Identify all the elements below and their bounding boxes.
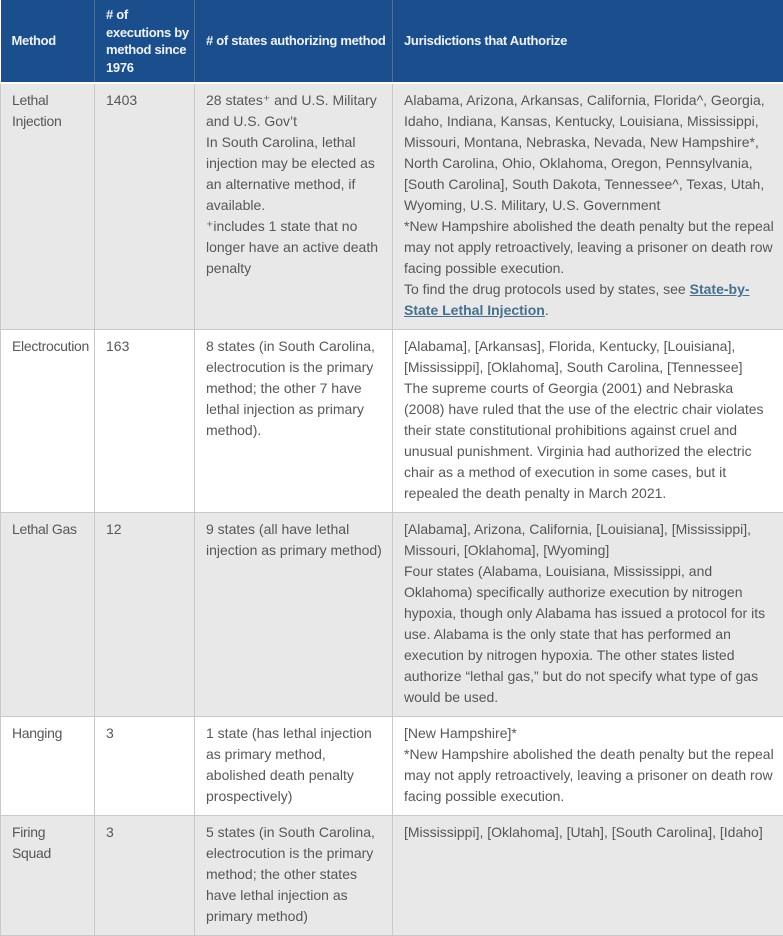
drug-protocols-note [404,279,775,321]
method-cell: Lethal Gas [1,513,95,717]
table-row-electrocution [1,330,783,513]
method-cell: Electrocution [1,330,95,513]
states-text: 8 states (in South Carolina, electrocution is the primary method; the other 7 have lethal injection as primary method). [206,336,384,441]
states-cell [195,83,393,330]
jurisdictions-text: [Mississippi], [Oklahoma], [Utah], [South Carolina], [Idaho] [404,822,775,843]
jurisdictions-cell [393,83,783,330]
executions-cell: 3 [95,816,195,936]
executions-cell: 163 [95,330,195,513]
method-cell: Lethal Injection [1,83,95,330]
table-row-hanging [1,717,783,816]
executions-cell: 1403 [95,83,195,330]
col-header-executions: # of executions by method since 1976 [95,0,195,83]
states-cell [195,717,393,816]
states-text: In South Carolina, lethal injection may be elected as an alternative method, if available. [206,132,384,216]
method-cell: Firing Squad [1,816,95,936]
col-header-method: Method [1,0,95,83]
drug-protocols-note-period: . [545,302,549,318]
jurisdictions-text: [Alabama], Arizona, California, [Louisiana], [Mississippi], Missouri, [Oklahoma], [Wyoming] [404,519,775,561]
states-text: 1 state (has lethal injection as primary method, abolished death penalty prospectively) [206,723,384,807]
states-text: 9 states (all have lethal injection as primary method) [206,519,384,561]
col-header-jurisdictions: Jurisdictions that Authorize [393,0,783,83]
col-header-states-authorizing: # of states authorizing method [195,0,393,83]
table-row-firing-squad [1,816,783,936]
table-header-row [1,0,783,83]
jurisdictions-cell [393,717,783,816]
jurisdictions-cell [393,816,783,936]
table-row-lethal-gas [1,513,783,717]
states-text: 5 states (in South Carolina, electrocution is the primary method; the other states have lethal injection as primary method) [206,822,384,927]
jurisdictions-note: *New Hampshire abolished the death penalty but the repeal may not apply retroactively, leaving a prisoner on death row facing possible execution. [404,744,775,807]
states-cell [195,816,393,936]
jurisdictions-text: [New Hampshire]* [404,723,775,744]
jurisdictions-note: The supreme courts of Georgia (2001) and Nebraska (2008) have ruled that the use of the electric chair violates their state constitutional prohibitions against cruel and unusual punishment. Virginia had authorized the electric chair as a method of execution in some cases, but it repealed the death penalty in March 2021. [404,378,775,504]
jurisdictions-text: Alabama, Arizona, Arkansas, California, Florida^, Georgia, Idaho, Indiana, Kansas, Kentucky, Louisiana, Mississippi, Missouri, Montana, Nebraska, Nevada, New Hampshire*, North Carolina, Ohio, Oklahoma, Oregon, Pennsylvania, [South Carolina], South Dakota, Tennessee^, Texas, Utah, Wyoming, U.S. Military, U.S. Government [404,90,775,216]
drug-protocols-note-text: To find the drug protocols used by states, see [404,281,690,297]
states-cell [195,513,393,717]
jurisdictions-text: [Alabama], [Arkansas], Florida, Kentucky, [Louisiana], [Mississippi], [Oklahoma], South Carolina, [Tennessee] [404,336,775,378]
jurisdictions-cell [393,513,783,717]
executions-cell: 3 [95,717,195,816]
table-row-lethal-injection [1,83,783,330]
states-text: 28 states⁺ and U.S. Military and U.S. Gov’t [206,90,384,132]
jurisdictions-note: *New Hampshire abolished the death penalty but the repeal may not apply retroactively, leaving a prisoner on death row facing possible execution. [404,216,775,279]
jurisdictions-note: Four states (Alabama, Louisiana, Mississippi, and Oklahoma) specifically authorize execution by nitrogen hypoxia, though only Alabama has issued a protocol for its use. Alabama is the only state that has performed an execution by nitrogen hypoxia. The other states listed authorize “lethal gas,” but do not specify what type of gas would be used. [404,561,775,708]
executions-cell: 12 [95,513,195,717]
jurisdictions-cell [393,330,783,513]
states-text: ⁺includes 1 state that no longer have an active death penalty [206,216,384,279]
method-cell: Hanging [1,717,95,816]
state-by-state-lethal-injection-link[interactable]: State-by-State Lethal Injection [404,281,750,318]
states-cell [195,330,393,513]
